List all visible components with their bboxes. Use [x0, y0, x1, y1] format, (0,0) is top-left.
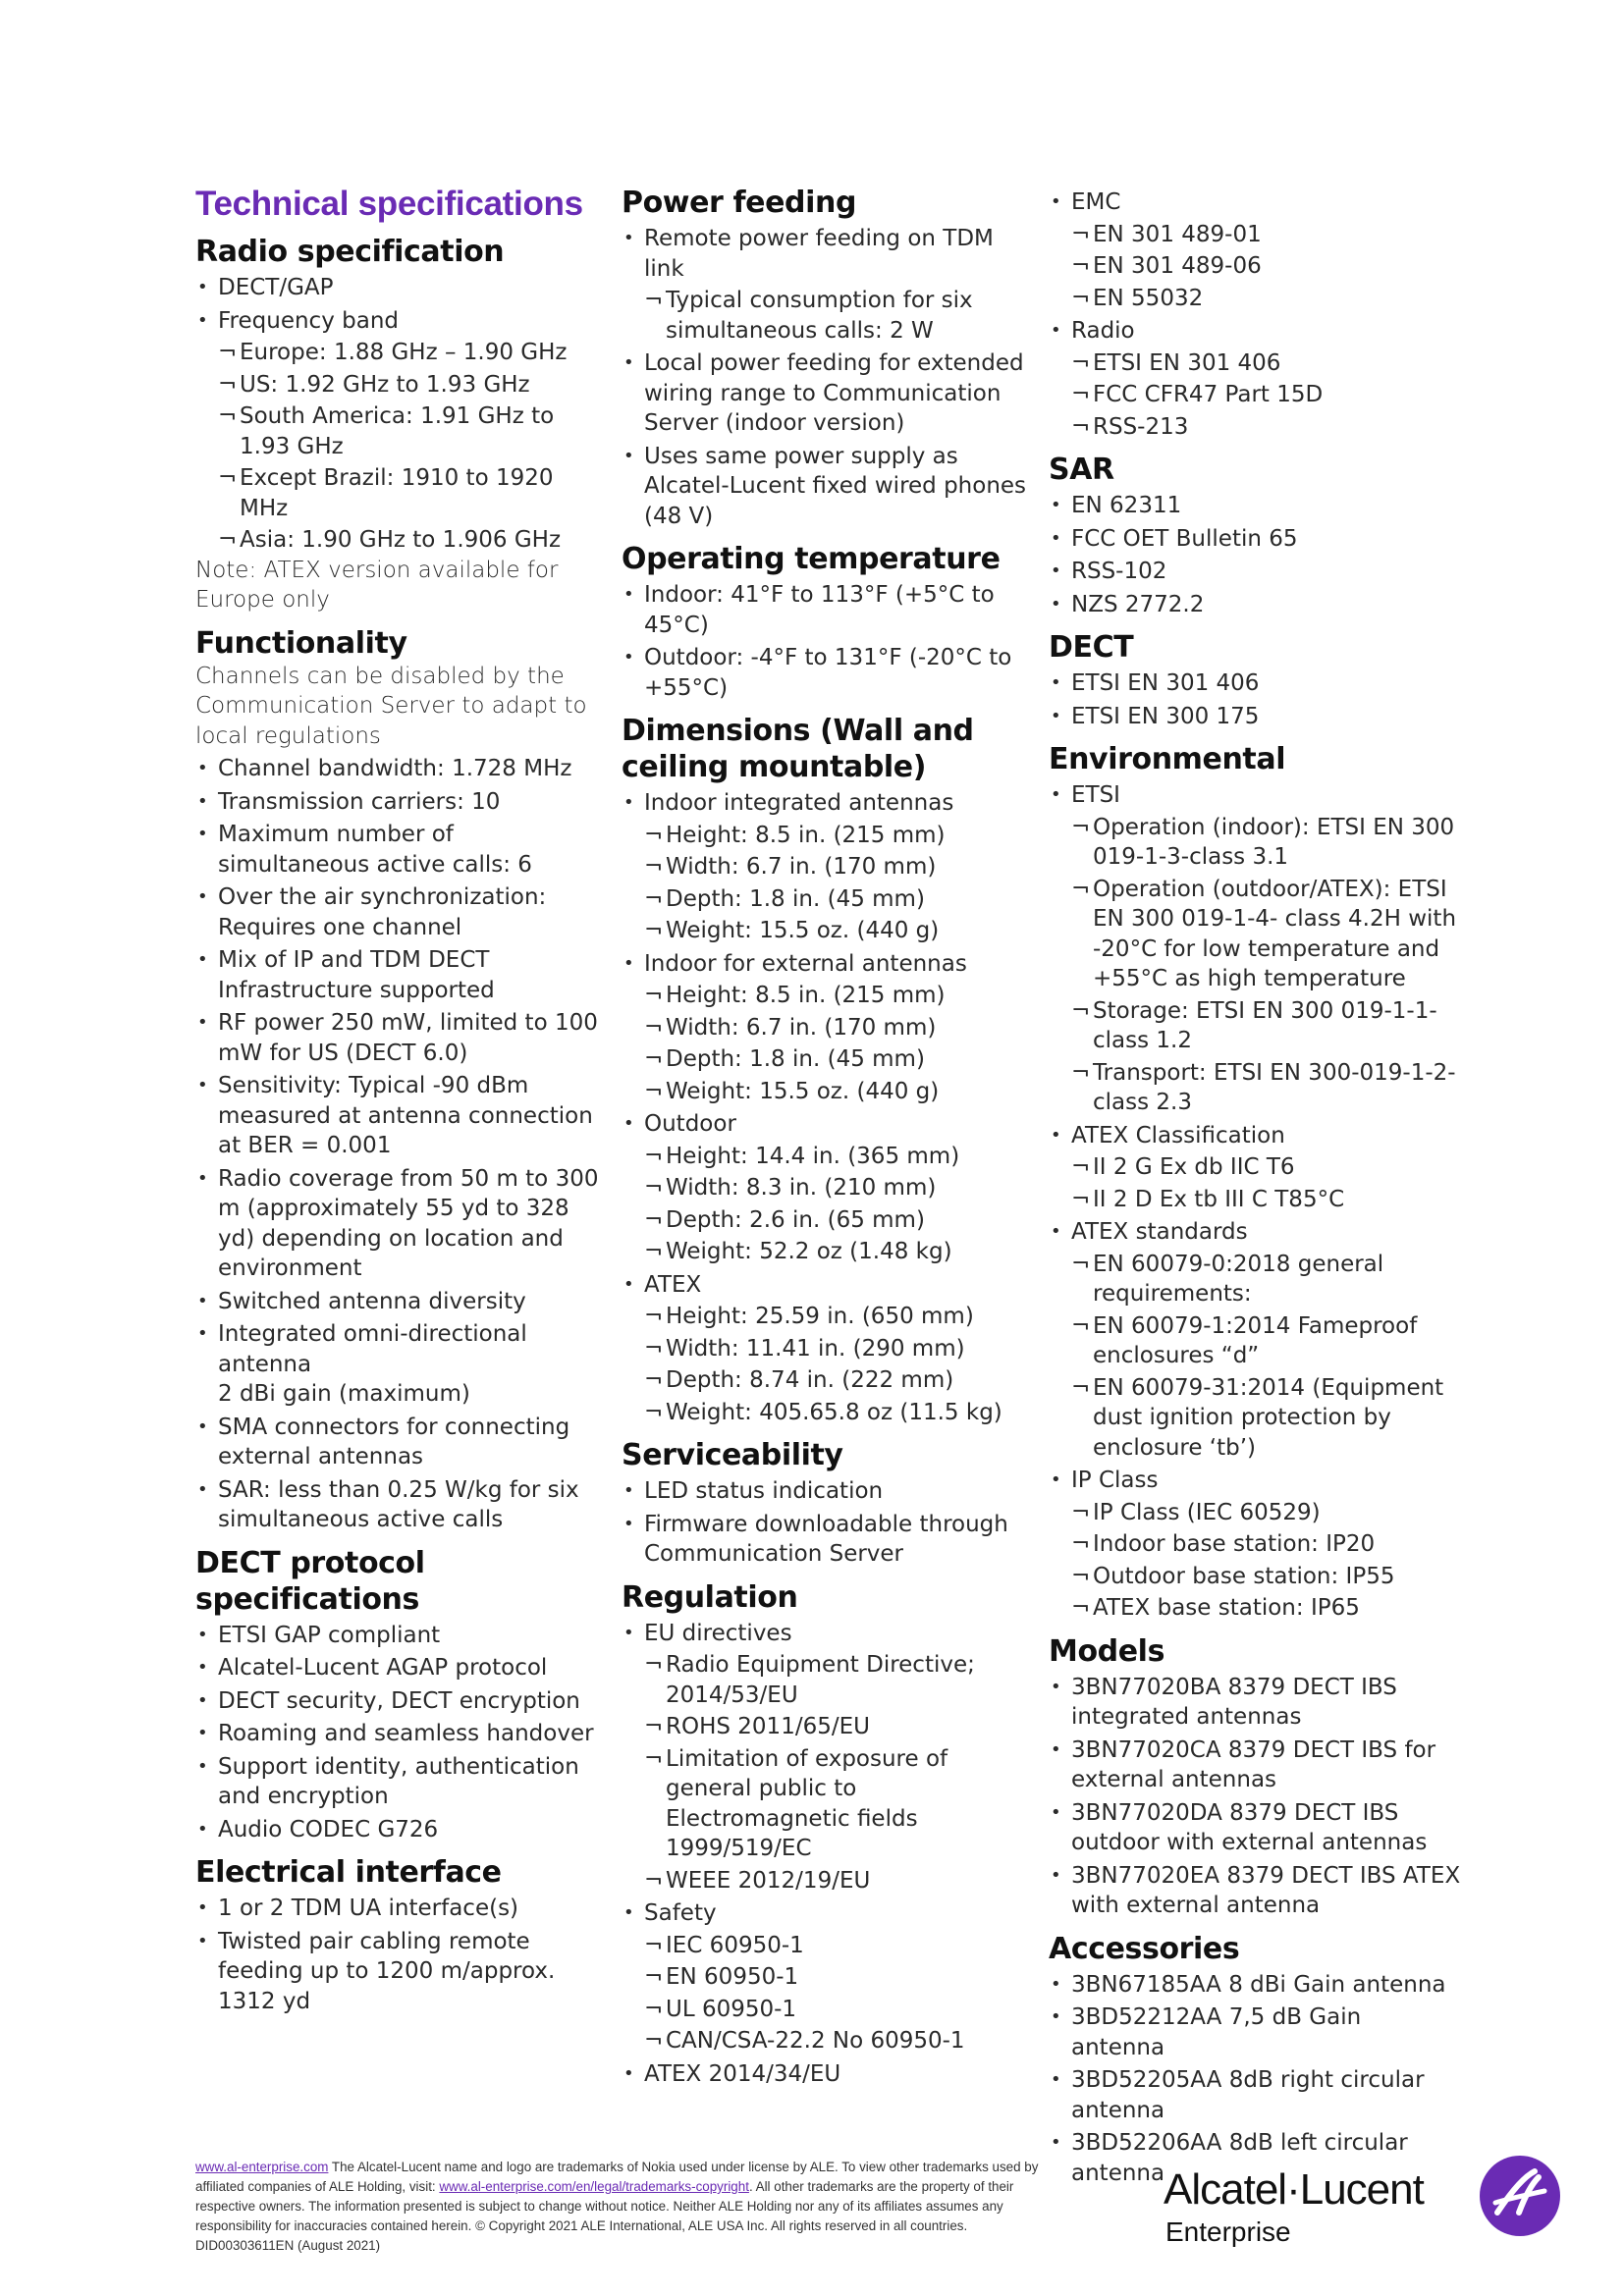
- section-heading: DECT protocol specifications: [195, 1545, 425, 1617]
- section-heading: Dimensions (Wall and ceiling mountable): [622, 714, 974, 784]
- spec-sub-item: ¬ CAN/CSA-22.2 No 60950-1: [622, 2026, 1034, 2056]
- section-heading: Serviceability: [622, 1438, 843, 1472]
- section-heading: SAR: [1049, 453, 1114, 487]
- spec-sub-item: ¬ Depth: 2.6 in. (65 mm): [622, 1205, 1034, 1236]
- spec-item: • Indoor for external antennas: [622, 949, 1034, 980]
- section-electrical-interface: [195, 1854, 608, 2016]
- footer-text-2: . All other trademarks are the property of their respective owners. The information presented is subject to change without notice. Neither ALE Holding nor any of its affiliates assumes any responsibility for inaccuracies contained herein. © Copyright 2021 ALE International, ALE USA Inc. All rights reserved in all countries. DID00303611EN (August 2021): [195, 2179, 1014, 2253]
- spec-list: [1049, 187, 1461, 442]
- section-dect: [1049, 629, 1461, 731]
- column-1: [195, 185, 608, 2016]
- spec-item: • Channel bandwidth: 1.728 MHz: [195, 754, 608, 784]
- spec-sub-item: ¬ Radio Equipment Directive; 2014/53/EU: [622, 1650, 1034, 1710]
- spec-item: • EN 62311: [1049, 491, 1461, 521]
- section-serviceability: [622, 1437, 1034, 1570]
- spec-item: • 3BN67185AA 8 dBi Gain antenna: [1049, 1970, 1461, 2001]
- spec-item: • Audio CODEC G726: [195, 1815, 608, 1845]
- spec-sub-item: ¬ Height: 8.5 in. (215 mm): [622, 981, 1034, 1011]
- spec-item: • Radio coverage from 50 m to 300 m (approximately 55 yd to 328 yd) depending on location and environment: [195, 1164, 608, 1284]
- spec-list: [622, 224, 1034, 531]
- section-power-feeding: [622, 185, 1034, 531]
- spec-sub-item: ¬ II 2 D Ex tb III C T85°C: [1049, 1185, 1461, 1215]
- spec-sub-item: ¬ South America: 1.91 GHz to 1.93 GHz: [195, 401, 608, 461]
- spec-item: • ETSI EN 301 406: [1049, 668, 1461, 699]
- section-heading: Models: [1049, 1633, 1165, 1669]
- spec-sub-item: ¬ ROHS 2011/65/EU: [622, 1712, 1034, 1742]
- spec-list: [622, 1476, 1034, 1570]
- page-title: Technical specifications: [195, 185, 583, 223]
- spec-sub-item: ¬ Weight: 52.2 oz (1.48 kg): [622, 1237, 1034, 1267]
- spec-sub-item: ¬ Depth: 1.8 in. (45 mm): [622, 1044, 1034, 1075]
- spec-list: [1049, 491, 1461, 619]
- spec-sub-item: ¬ EN 60950-1: [622, 1962, 1034, 1993]
- section-heading: Environmental: [1049, 742, 1286, 776]
- spec-sub-item: ¬ Weight: 15.5 oz. (440 g): [622, 916, 1034, 946]
- footer-text-1: The Alcatel-Lucent name and logo are trademarks of Nokia used under license by ALE. To view other trademarks used by affiliated companies of ALE Holding, visit:: [195, 2160, 1039, 2194]
- section-heading: Functionality: [195, 625, 407, 661]
- section-regulation: [622, 1579, 1034, 2090]
- spec-item: • Alcatel-Lucent AGAP protocol: [195, 1653, 608, 1683]
- spec-item: • 3BD52212AA 7,5 dB Gain antenna: [1049, 2002, 1461, 2062]
- spec-item: • Twisted pair cabling remote feeding up to 1200 m/approx. 1312 yd: [195, 1927, 608, 2017]
- spec-sub-item: ¬ Storage: ETSI EN 300 019-1-1-class 1.2: [1049, 996, 1461, 1056]
- spec-sub-item: ¬ Weight: 405.65.8 oz (11.5 kg): [622, 1398, 1034, 1428]
- spec-item: • Over the air synchronization: Requires one channel: [195, 882, 608, 942]
- spec-sub-item: ¬ UL 60950-1: [622, 1995, 1034, 2025]
- spec-item: • ATEX 2014/34/EU: [622, 2059, 1034, 2090]
- spec-item: • Switched antenna diversity: [195, 1287, 608, 1317]
- spec-sub-item: ¬ Depth: 8.74 in. (222 mm): [622, 1365, 1034, 1396]
- logo-emblem-icon: [1480, 2156, 1560, 2236]
- spec-sub-item: ¬ Height: 8.5 in. (215 mm): [622, 821, 1034, 851]
- spec-sub-item: ¬ ATEX base station: IP65: [1049, 1593, 1461, 1624]
- spec-item: • Roaming and seamless handover: [195, 1719, 608, 1749]
- spec-item: • Outdoor: -4°F to 131°F (-20°C to +55°C): [622, 643, 1034, 703]
- spec-item: • ETSI GAP compliant: [195, 1621, 608, 1651]
- spec-item: • Local power feeding for extended wiring range to Communication Server (indoor version): [622, 348, 1034, 439]
- spec-item: • Remote power feeding on TDM link: [622, 224, 1034, 284]
- spec-item: • RF power 250 mW, limited to 100 mW for US (DECT 6.0): [195, 1008, 608, 1068]
- spec-item: • DECT/GAP: [195, 273, 608, 303]
- spec-item: • SAR: less than 0.25 W/kg for six simultaneous active calls: [195, 1475, 608, 1535]
- spec-item: • EMC: [1049, 187, 1461, 218]
- spec-sub-item: ¬ Width: 6.7 in. (170 mm): [622, 852, 1034, 882]
- spec-item: • Firmware downloadable through Communication Server: [622, 1510, 1034, 1570]
- spec-list: [195, 1621, 608, 1845]
- spec-sub-item: ¬ EN 60079-1:2014 Fameproof enclosures “d”: [1049, 1311, 1461, 1371]
- section-sar: [1049, 452, 1461, 619]
- spec-sub-item: ¬ Except Brazil: 1910 to 1920 MHz: [195, 463, 608, 523]
- section-heading: Operating temperature: [622, 542, 1001, 576]
- spec-sub-item: ¬ WEEE 2012/19/EU: [622, 1866, 1034, 1896]
- spec-item: • Integrated omni-directional antenna 2 dBi gain (maximum): [195, 1319, 608, 1410]
- spec-sub-item: ¬ Operation (indoor): ETSI EN 300 019-1-3-class 3.1: [1049, 813, 1461, 873]
- spec-list: [195, 754, 608, 1535]
- spec-item: • 3BN77020DA 8379 DECT IBS outdoor with external antennas: [1049, 1798, 1461, 1858]
- spec-item: • Indoor integrated antennas: [622, 788, 1034, 819]
- spec-item: • Outdoor: [622, 1109, 1034, 1140]
- spec-item: • Transmission carriers: 10: [195, 787, 608, 818]
- spec-sub-item: ¬ Transport: ETSI EN 300-019-1-2-class 2.3: [1049, 1058, 1461, 1118]
- spec-sub-item: ¬ Operation (outdoor/ATEX): ETSI EN 300 019-1-4- class 4.2H with -20°C for low temperature and +55°C as high temperature: [1049, 875, 1461, 994]
- legal-footer: [195, 2158, 1050, 2256]
- spec-sub-item: ¬ Europe: 1.88 GHz – 1.90 GHz: [195, 338, 608, 368]
- section-heading: Regulation: [622, 1579, 798, 1615]
- spec-item: • Frequency band: [195, 306, 608, 337]
- spec-sub-item: ¬ Asia: 1.90 GHz to 1.906 GHz: [195, 525, 608, 556]
- section-heading: Electrical interface: [195, 1855, 502, 1890]
- spec-sub-item: ¬ Limitation of exposure of general public to Electromagnetic fields 1999/519/EC: [622, 1744, 1034, 1864]
- spec-item: • SMA connectors for connecting external antennas: [195, 1413, 608, 1472]
- spec-item: • 1 or 2 TDM UA interface(s): [195, 1894, 608, 1924]
- spec-sub-item: ¬ FCC CFR47 Part 15D: [1049, 380, 1461, 410]
- trademarks-link[interactable]: www.al-enterprise.com/en/legal/trademarks-copyright: [439, 2179, 749, 2194]
- section-operating-temperature: [622, 541, 1034, 703]
- spec-item: • ETSI: [1049, 780, 1461, 811]
- section-heading: Power feeding: [622, 186, 857, 220]
- spec-sub-item: ¬ RSS-213: [1049, 412, 1461, 443]
- spec-item: • FCC OET Bulletin 65: [1049, 524, 1461, 555]
- spec-item: • RSS-102: [1049, 557, 1461, 587]
- section-dect-protocol-specifications: [195, 1545, 608, 1845]
- spec-item: • DECT security, DECT encryption: [195, 1686, 608, 1717]
- section-environmental: [1049, 741, 1461, 1624]
- spec-sub-item: ¬ Depth: 1.8 in. (45 mm): [622, 884, 1034, 915]
- spec-sub-item: ¬ Height: 25.59 in. (650 mm): [622, 1302, 1034, 1332]
- spec-item: • 3BD52206AA 8dB left circular antenna: [1049, 2128, 1461, 2188]
- spec-item: • Maximum number of simultaneous active calls: 6: [195, 820, 608, 880]
- spec-sub-item: ¬ ETSI EN 301 406: [1049, 348, 1461, 379]
- spec-list: [1049, 668, 1461, 731]
- spec-sub-item: ¬ EN 55032: [1049, 284, 1461, 314]
- spec-item: • ATEX: [622, 1270, 1034, 1301]
- section-heading: Radio specification: [195, 235, 505, 269]
- spec-sub-item: ¬ IEC 60950-1: [622, 1931, 1034, 1961]
- spec-item: • 3BN77020EA 8379 DECT IBS ATEX with external antenna: [1049, 1861, 1461, 1921]
- spec-sub-item: ¬ US: 1.92 GHz to 1.93 GHz: [195, 370, 608, 400]
- spec-item: • Sensitivity: Typical -90 dBm measured at antenna connection at BER = 0.001: [195, 1071, 608, 1161]
- spec-list: [622, 1619, 1034, 2090]
- spec-sub-item: ¬ Outdoor base station: IP55: [1049, 1562, 1461, 1592]
- section-heading: Accessories: [1049, 1931, 1240, 1966]
- section-models: [1049, 1633, 1461, 1921]
- spec-item: • Support identity, authentication and encryption: [195, 1752, 608, 1812]
- spec-item: • ATEX standards: [1049, 1217, 1461, 1248]
- spec-item: • Radio: [1049, 316, 1461, 347]
- spec-sub-item: ¬ Width: 11.41 in. (290 mm): [622, 1334, 1034, 1364]
- section-functionality: [195, 625, 608, 1535]
- column-2: [622, 185, 1034, 2089]
- spec-sub-item: ¬ EN 301 489-06: [1049, 251, 1461, 282]
- section-dimensions-wall-and-ceiling-mountable: [622, 713, 1034, 1427]
- spec-sub-item: ¬ Indoor base station: IP20: [1049, 1529, 1461, 1560]
- spec-sub-item: ¬ Height: 14.4 in. (365 mm): [622, 1142, 1034, 1172]
- spec-item: • Uses same power supply as Alcatel-Lucent fixed wired phones (48 V): [622, 442, 1034, 532]
- section-accessories: [1049, 1931, 1461, 2189]
- spec-sub-item: ¬ Weight: 15.5 oz. (440 g): [622, 1077, 1034, 1107]
- column-3: [1049, 185, 1461, 2188]
- spec-item: • 3BN77020BA 8379 DECT IBS integrated antennas: [1049, 1673, 1461, 1733]
- spec-sub-item: ¬ Width: 6.7 in. (170 mm): [622, 1013, 1034, 1043]
- section-note: Note: ATEX version available for Europe only: [195, 557, 559, 613]
- spec-list: [1049, 780, 1461, 1624]
- spec-item: • Indoor: 41°F to 113°F (+5°C to 45°C): [622, 580, 1034, 640]
- spec-item: • ETSI EN 300 175: [1049, 702, 1461, 732]
- spec-sub-item: ¬ EN 301 489-01: [1049, 220, 1461, 250]
- spec-list: [622, 580, 1034, 703]
- spec-list: [195, 273, 608, 556]
- spec-list: [195, 1894, 608, 2016]
- spec-item: • NZS 2772.2: [1049, 590, 1461, 620]
- spec-sub-item: ¬ EN 60079-31:2014 (Equipment dust ignition protection by enclosure ‘tb’): [1049, 1373, 1461, 1464]
- spec-item: • 3BD52205AA 8dB right circular antenna: [1049, 2065, 1461, 2125]
- spec-list: [1049, 1673, 1461, 1921]
- section-continued: [1049, 187, 1461, 442]
- spec-sub-item: ¬ IP Class (IEC 60529): [1049, 1498, 1461, 1528]
- spec-item: • ATEX Classification: [1049, 1121, 1461, 1151]
- website-link[interactable]: www.al-enterprise.com: [195, 2160, 329, 2174]
- spec-item: • Safety: [622, 1898, 1034, 1929]
- logo-subtitle: Enterprise: [1165, 2216, 1291, 2247]
- section-note: Channels can be disabled by the Communication Server to adapt to local regulations: [195, 663, 587, 749]
- section-radio-specification: [195, 234, 608, 615]
- spec-sub-item: ¬ Width: 8.3 in. (210 mm): [622, 1173, 1034, 1203]
- spec-sub-item: ¬ EN 60079-0:2018 general requirements:: [1049, 1250, 1461, 1309]
- spec-item: • 3BN77020CA 8379 DECT IBS for external antennas: [1049, 1735, 1461, 1795]
- spec-item: • LED status indication: [622, 1476, 1034, 1507]
- spec-sub-item: ¬ II 2 G Ex db IIC T6: [1049, 1152, 1461, 1183]
- logo-wordmark: Alcatel·Lucent: [1164, 2165, 1424, 2214]
- spec-sub-item: ¬ Typical consumption for six simultaneous calls: 2 W: [622, 286, 1034, 346]
- spec-item: • Mix of IP and TDM DECT Infrastructure supported: [195, 945, 608, 1005]
- spec-list: [622, 788, 1034, 1427]
- section-heading: DECT: [1049, 630, 1134, 665]
- alcatel-lucent-enterprise-logo: [1164, 2156, 1556, 2247]
- spec-item: • EU directives: [622, 1619, 1034, 1649]
- spec-item: • IP Class: [1049, 1466, 1461, 1496]
